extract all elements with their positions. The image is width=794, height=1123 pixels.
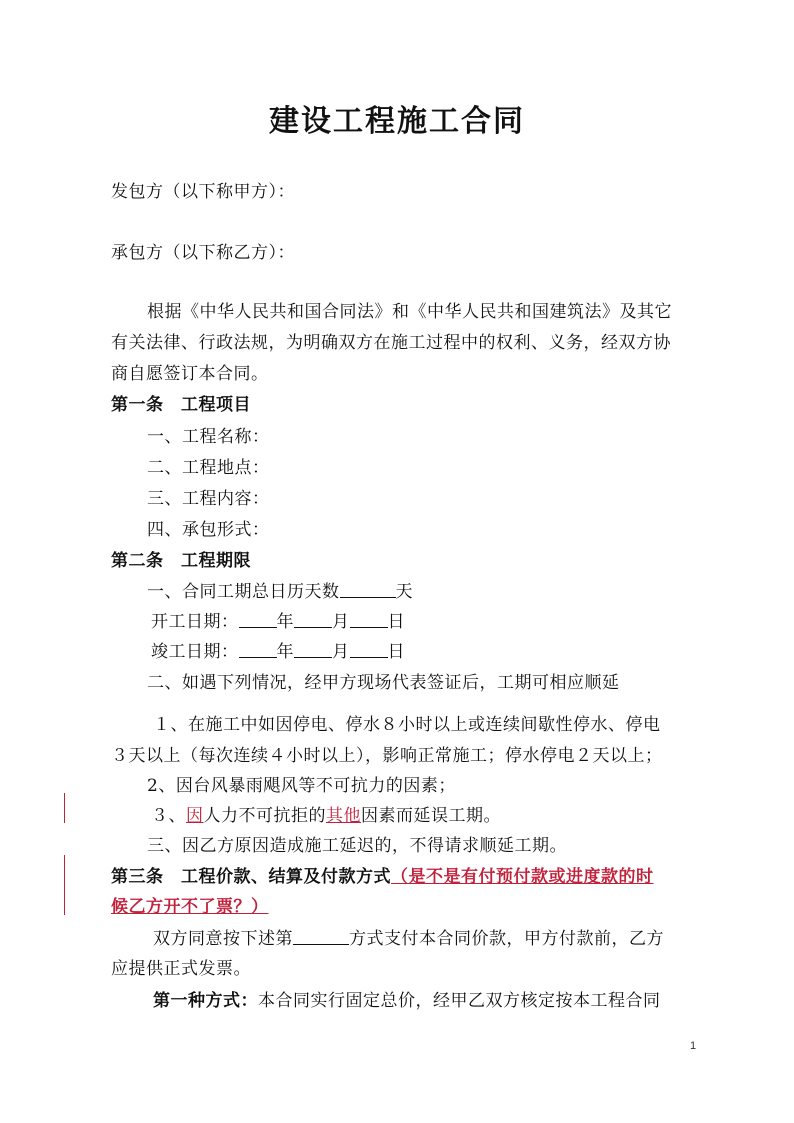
end-year-blank — [239, 643, 277, 658]
page-number: 1 — [690, 1040, 697, 1052]
revision-bar — [64, 793, 65, 823]
revision-comment-1: （是不是有付预付款或进度款的时 — [391, 867, 654, 887]
end-month-unit: 月 — [332, 642, 350, 662]
revision-comment-2: 候乙方开不了票？） — [111, 897, 269, 917]
case-3-mid: 人力不可抗拒的 — [203, 806, 326, 826]
duration-line — [147, 577, 413, 602]
start-date-line — [151, 607, 405, 632]
contract-form-label: 四、承包形式： — [147, 520, 270, 540]
case-3-suffix: 因素而延误工期。 — [361, 806, 501, 826]
project-name-label: 一、工程名称： — [147, 427, 270, 447]
article-1-heading: 第一条 工程项目 — [111, 395, 251, 415]
case-1-line-2: ３天以上（每次连续４小时以上），影响正常施工；停水停电２天以上； — [111, 746, 663, 766]
start-month-blank — [294, 613, 332, 628]
preamble-line-2: 有关法律、行政法规，为明确双方在施工过程中的权利、义务，经双方协 — [111, 333, 671, 353]
method-1-text: 本合同实行固定总价，经甲乙双方核定按本工程合同 — [258, 991, 661, 1011]
payment-method-blank — [293, 930, 349, 945]
clause-3: 三、因乙方原因造成施工延迟的，不得请求顺延工期。 — [147, 836, 567, 856]
payment-paragraph-line-1 — [153, 924, 664, 949]
project-content-label: 三、工程内容： — [147, 489, 270, 509]
end-date-label: 竣工日期： — [151, 642, 239, 662]
article-3-heading: 第三条 工程价款、结算及付款方式 — [111, 867, 391, 887]
case-1-line-1: １、在施工中如因停电、停水８小时以上或连续间歇性停水、停电 — [153, 715, 661, 735]
payment-prefix: 双方同意按下述第 — [153, 929, 293, 949]
case-3 — [151, 801, 501, 826]
end-date-line — [151, 637, 405, 662]
article-3-heading-line — [111, 862, 654, 887]
end-month-blank — [294, 643, 332, 658]
start-year-unit: 年 — [276, 612, 294, 632]
revision-bar — [64, 855, 65, 915]
payment-paragraph-line-2: 应提供正式发票。 — [111, 959, 251, 979]
start-date-label: 开工日期： — [151, 612, 239, 632]
article-2-heading: 第二条 工程期限 — [111, 551, 251, 571]
preamble-line-3: 商自愿签订本合同。 — [111, 364, 269, 384]
contract-title: 建设工程施工合同 — [269, 104, 525, 139]
start-day-unit: 日 — [387, 612, 405, 632]
revision-insert-1: 因 — [186, 806, 204, 826]
case-3-prefix: ３、 — [151, 806, 186, 826]
party-a-label: 发包方（以下称甲方）： — [111, 182, 295, 202]
end-year-unit: 年 — [276, 642, 294, 662]
party-b-label: 承包方（以下称乙方）： — [111, 243, 295, 263]
project-location-label: 二、工程地点： — [147, 458, 270, 478]
preamble-line-1: 根据《中华人民共和国合同法》和《中华人民共和国建筑法》及其它 — [147, 302, 672, 322]
duration-blank — [340, 583, 396, 598]
duration-suffix: 天 — [395, 582, 413, 602]
extension-clause: 二、如遇下列情况，经甲方现场代表签证后，工期可相应顺延 — [147, 673, 620, 693]
article-3-note-line — [111, 892, 269, 917]
method-1-line — [153, 986, 661, 1011]
end-day-blank — [350, 643, 388, 658]
start-day-blank — [350, 613, 388, 628]
end-day-unit: 日 — [387, 642, 405, 662]
method-1-label: 第一种方式： — [153, 991, 258, 1011]
start-month-unit: 月 — [332, 612, 350, 632]
case-2: 2、因台风暴雨飓风等不可抗力的因素； — [147, 776, 456, 796]
payment-suffix: 方式支付本合同价款，甲方付款前，乙方 — [349, 929, 664, 949]
revision-insert-2: 其他 — [326, 806, 361, 826]
start-year-blank — [239, 613, 277, 628]
duration-prefix: 一、合同工期总日历天数 — [147, 582, 340, 602]
